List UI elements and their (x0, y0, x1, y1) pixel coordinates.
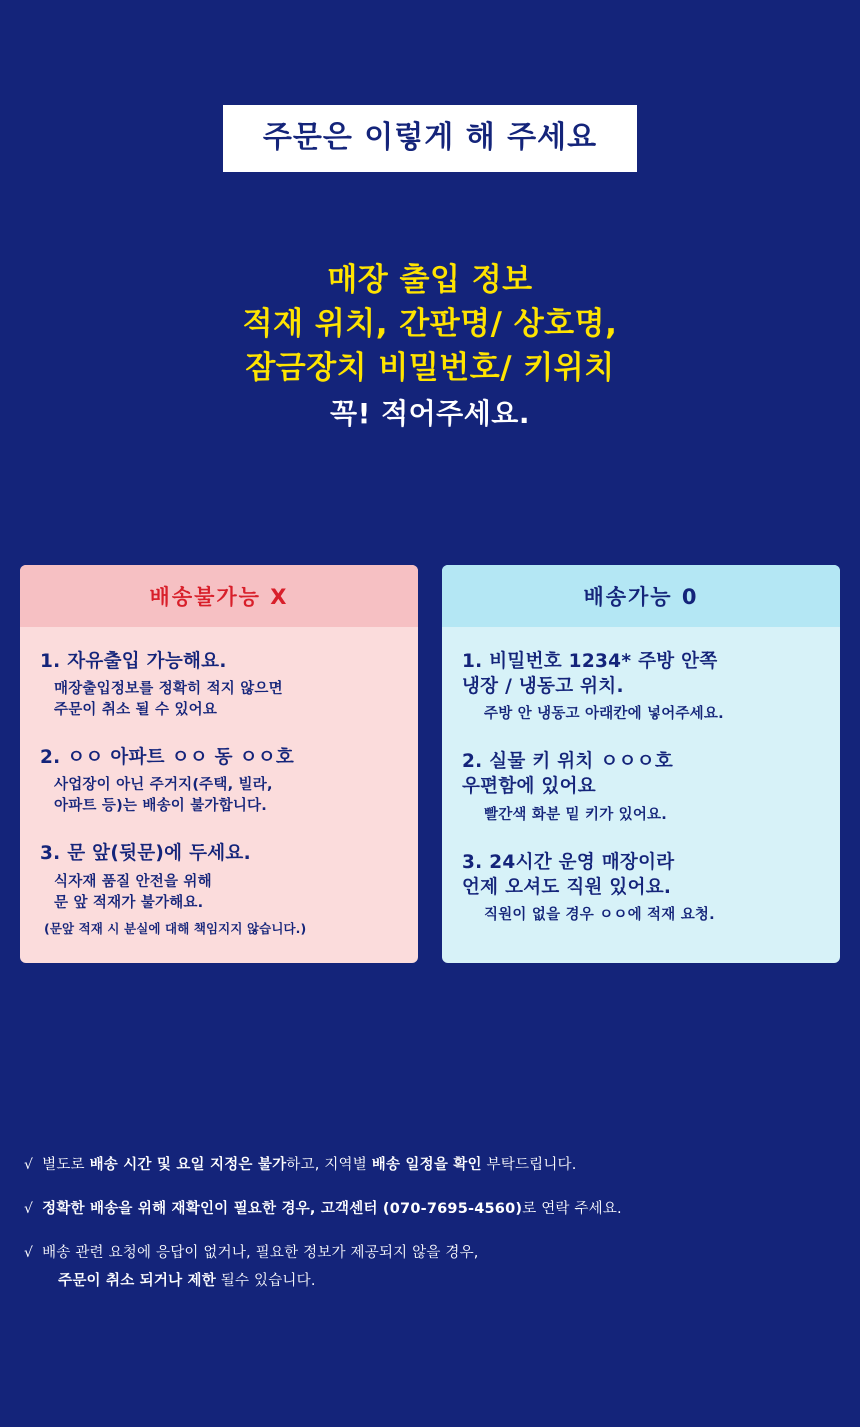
footnote-item (24, 1199, 836, 1221)
footnote-item (24, 1155, 836, 1177)
list-item-title: 1. 자유출입 가능해요. (40, 651, 227, 672)
check-icon: √ (24, 1157, 34, 1173)
footnote-item (24, 1243, 836, 1294)
list-item-note: (문앞 적재 시 분실에 대해 책임지지 않습니다.) (44, 920, 307, 936)
page-title: 주문은 이렇게 해 주세요 (223, 105, 637, 172)
footnote-text-3: 배송 관련 요청에 응답이 없거나, 필요한 정보가 제공되지 않을 경우, 주문이 취소 되거나 제한 될수 있습니다. (42, 1244, 479, 1290)
list-item (40, 745, 398, 817)
panel-deliverable (442, 565, 840, 963)
list-item-sub: 주방 안 냉동고 아래칸에 넣어주세요. (484, 706, 724, 723)
headline-line-4: 꼭! 적어주세요. (330, 397, 530, 431)
panel-not-deliverable-body (20, 627, 418, 963)
panel-deliverable-body (442, 627, 840, 952)
panels-container (20, 565, 840, 963)
list-item-title: 3. 24시간 운영 매장이라 언제 오셔도 직원 있어요. (462, 851, 675, 898)
headline-section (0, 258, 860, 434)
list-item-title: 2. 실물 키 위치 ㅇㅇㅇ호 우편함에 있어요 (462, 751, 674, 798)
list-item (462, 749, 820, 825)
footnote-text-1: 별도로 배송 시간 및 요일 지정은 불가하고, 지역별 배송 일정을 확인 부탁드립니다. (42, 1157, 577, 1173)
headline-line-3: 잠금장치 비밀번호/ 키위치 (245, 350, 615, 387)
panel-not-deliverable-header: 배송불가능 X (20, 565, 418, 627)
list-item (462, 850, 820, 926)
footnotes-section (24, 1155, 836, 1315)
check-icon: √ (24, 1200, 34, 1217)
list-item-sub: 빨간색 화분 밑 키가 있어요. (484, 806, 667, 823)
list-item-sub: 매장출입정보를 정확히 적지 않으면 주문이 취소 될 수 있어요 (54, 681, 283, 719)
panel-not-deliverable (20, 565, 418, 963)
list-item (462, 649, 820, 725)
headline-line-1: 매장 출입 정보 (327, 262, 533, 298)
list-item-sub: 직원이 없을 경우 ㅇㅇ에 적재 요청. (484, 906, 715, 923)
title-section (0, 105, 860, 172)
headline-line-2: 적재 위치, 간판명/ 상호명, (242, 306, 618, 343)
list-item-sub: 사업장이 아닌 주거지(주택, 빌라, 아파트 등)는 배송이 불가합니다. (54, 777, 273, 815)
list-item (40, 649, 398, 721)
list-item-title: 2. ㅇㅇ 아파트 ㅇㅇ 동 ㅇㅇ호 (40, 747, 295, 769)
footnote-text-2: 정확한 배송을 위해 재확인이 필요한 경우, 고객센터 (070-7695-4560)로 연락 주세요. (42, 1200, 622, 1217)
list-item-sub: 식자재 품질 안전을 위해 문 앞 적재가 불가해요. (54, 873, 212, 911)
panel-deliverable-header: 배송가능 0 (442, 565, 840, 627)
list-item-title: 1. 비밀번호 1234* 주방 안쪽 냉장 / 냉동고 위치. (462, 651, 718, 698)
check-icon: √ (24, 1244, 34, 1261)
list-item-title: 3. 문 앞(뒷문)에 두세요. (40, 843, 251, 865)
list-item (40, 841, 398, 937)
